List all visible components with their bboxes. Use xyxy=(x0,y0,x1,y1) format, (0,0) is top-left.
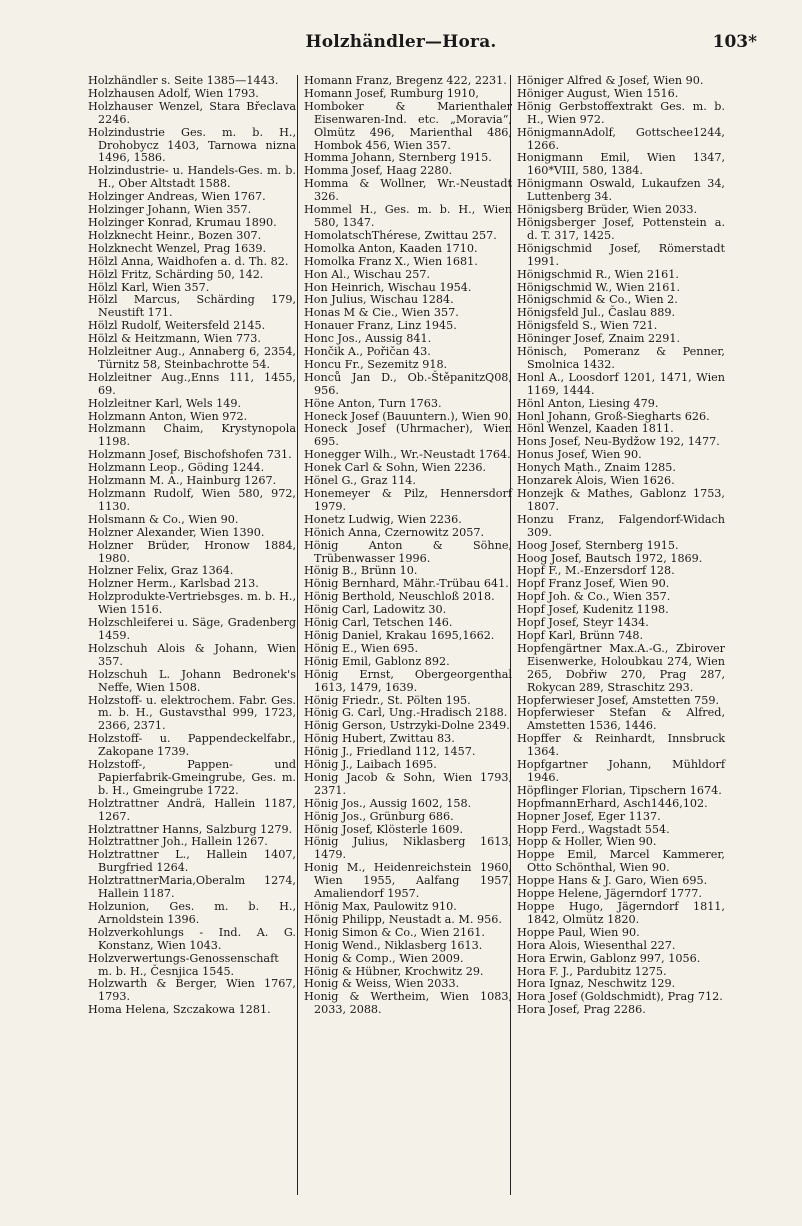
directory-entry: Holzhändler s. Seite 1385—1443. xyxy=(88,74,279,87)
directory-entry: Hönig Max, Paulowitz 910. xyxy=(304,900,457,913)
directory-entry: Honetz Ludwig, Wien 2236. xyxy=(304,512,462,526)
directory-entry: Hopf Josef, Kudenitz 1198. xyxy=(517,603,669,617)
directory-entry: Homann Josef, Rumburg 1910, xyxy=(304,86,479,100)
directory-entry: Hoog Josef, Bautsch 1972, 1869. xyxy=(517,551,703,565)
directory-entry: Hönig Gerbstoffextrakt Ges. m. b. H., Wien 972. xyxy=(517,99,725,126)
directory-entry: Holzner Brüder, Hronow 1884, 1980. xyxy=(88,538,296,565)
directory-entry: Holzleitner Karl, Wels 149. xyxy=(88,396,242,410)
directory-entry: Holzmann M. A., Hainburg 1267. xyxy=(88,474,277,488)
directory-entry: Honig M., Heidenreichstein 1960, Wien 1955, Aalfang 1957, Amaliendorf 1957. xyxy=(304,861,512,901)
directory-entry: Holzmann Leop., Göding 1244. xyxy=(88,461,265,475)
directory-entry: Homolka Anton, Kaaden 1710. xyxy=(304,241,478,255)
directory-entry: Holzinger Konrad, Krumau 1890. xyxy=(88,215,277,229)
directory-entry: Hönig Berthold, Neuschloß 2018. xyxy=(304,590,495,604)
directory-entry: Holzmann Rudolf, Wien 580, 972, 1130. xyxy=(88,487,296,513)
directory-entry: Hönig Anton & Söhne, Trübenwasser 1996. xyxy=(304,538,512,565)
directory-entry: Hönigsfeld S., Wien 721. xyxy=(517,319,658,333)
directory-entry: Hons Josef, Neu-Bydžow 192, 1477. xyxy=(517,435,720,449)
directory-entry: Hopferwieser Josef, Amstetten 759. xyxy=(517,693,720,707)
directory-entry: Holzner Alexander, Wien 1390. xyxy=(88,525,265,539)
directory-entry: Honas M & Cie., Wien 357. xyxy=(304,306,459,320)
directory-entry: Hönl Wenzel, Kaaden 1811. xyxy=(517,422,674,436)
column-1 xyxy=(88,75,296,1017)
directory-entry: Holzmann Anton, Wien 972. xyxy=(88,409,248,423)
directory-entry: Hora Alois, Wiesenthal 227. xyxy=(517,938,676,952)
directory-entry: Holzverwertungs-Genossenschaft m. b. H., Česnjica 1545. xyxy=(88,951,279,978)
directory-entry: Hora Erwin, Gablonz 997, 1056. xyxy=(517,951,701,965)
directory-entry: Hora Ignaz, Neschwitz 129. xyxy=(517,977,676,991)
directory-entry: Hönigsberger Josef, Pottenstein a. d. T. 317, 1425. xyxy=(517,215,725,242)
directory-entry: Holzhausen Adolf, Wien 1793. xyxy=(88,86,259,100)
directory-entry: Hönig Emil, Gablonz 892. xyxy=(304,654,450,668)
page-header xyxy=(0,32,802,60)
column-3 xyxy=(517,75,725,1017)
directory-entry: Honeck Josef (Bauuntern.), Wien 90. xyxy=(304,409,512,423)
directory-entry: Holzinger Andreas, Wien 1767. xyxy=(88,190,266,204)
directory-entry: Hönigsberg Brüder, Wien 2033. xyxy=(517,203,698,217)
directory-entry: Hommel H., Ges. m. b. H., Wien 580, 1347. xyxy=(304,203,512,229)
directory-entry: Hölzl Karl, Wien 357. xyxy=(88,280,210,294)
directory-entry: Honl Johann, Groß-Siegharts 626. xyxy=(517,409,710,423)
directory-entry: Honzejk & Mathes, Gablonz 1753, 1807. xyxy=(517,487,725,513)
directory-entry: HomolatschThérese, Zwittau 257. xyxy=(304,228,497,242)
directory-entry: Homa Helena, Szczakowa 1281. xyxy=(88,1003,271,1017)
directory-entry: Honl A., Loosdorf 1201, 1471, Wien 1169, 1444. xyxy=(517,370,725,397)
directory-entry: Homma Josef, Haag 2280. xyxy=(304,164,453,178)
directory-entry: Hönig J., Laibach 1695. xyxy=(304,758,437,772)
directory-entry: Hönig Philipp, Neustadt a. M. 956. xyxy=(304,912,502,926)
directory-entry: HopfmannErhard, Asch1446,102. xyxy=(517,796,708,810)
directory-entry: Holzschuh L. Johann Bedronek's Neffe, Wien 1508. xyxy=(88,667,296,694)
directory-entry: Honců Jan D., Ob.-ŠtěpanitzQ08, 956. xyxy=(304,370,512,397)
directory-entry: Holztrattner Andrä, Hallein 1187, 1267. xyxy=(88,796,296,823)
directory-entry: Hopner Josef, Eger 1137. xyxy=(517,809,661,823)
directory-entry: Holzschleiferei u. Säge, Gradenberg 1459. xyxy=(88,616,296,642)
directory-entry: Hora Josef, Prag 2286. xyxy=(517,1003,646,1017)
directory-entry: Holzmann Josef, Bischofshofen 731. xyxy=(88,448,292,462)
directory-entry: Hon Al., Wischau 257. xyxy=(304,267,431,281)
directory-entry: HönigmannAdolf, Gottschee1244, 1266. xyxy=(517,125,725,152)
directory-entry: Honegger Wilh., Wr.-Neustadt 1764. xyxy=(304,448,511,462)
directory-entry: Holzindustrie Ges. m. b. H., Drohobycz 1403, Tarnowa nizna 1496, 1586. xyxy=(88,125,296,165)
directory-entry: Holztrattner Joh., Hallein 1267. xyxy=(88,835,268,849)
directory-entry: Hönig Daniel, Krakau 1695,1662. xyxy=(304,628,495,642)
directory-entry: Hopf Joh. & Co., Wien 357. xyxy=(517,590,671,604)
directory-entry: Holzindustrie- u. Handels-Ges. m. b. H., Ober Altstadt 1588. xyxy=(88,164,296,191)
directory-entry: HolztrattnerMaria,Oberalm 1274, Hallein 1187. xyxy=(88,874,296,901)
directory-entry: Höniger August, Wien 1516. xyxy=(517,86,679,100)
directory-entry: Holzunion, Ges. m. b. H., Arnoldstein 1396. xyxy=(88,900,296,926)
directory-entry: Hönich Anna, Czernowitz 2057. xyxy=(304,525,485,539)
directory-entry: Homolka Franz X., Wien 1681. xyxy=(304,254,478,268)
directory-entry: Hönig Julius, Niklasberg 1613, 1479. xyxy=(304,835,512,862)
directory-entry: Hoppe Helene, Jägerndorf 1777. xyxy=(517,887,702,901)
directory-entry: Holzstoff- u. elektrochem. Fabr. Ges. m. b. H., Gustavsthal 999, 1723, 2366, 2371. xyxy=(88,693,296,733)
directory-entry: Holzwarth & Berger, Wien 1767, 1793. xyxy=(88,977,296,1004)
directory-entry: Honig Simon & Co., Wien 2161. xyxy=(304,925,485,939)
directory-entry: Hončik A., Pořičan 43. xyxy=(304,345,431,359)
directory-entry: Hönig Gerson, Ustrzyki-Dolne 2349. xyxy=(304,719,510,733)
directory-entry: Honzu Franz, Falgendorf-Widach 309. xyxy=(517,512,725,539)
directory-entry: Hönigsfeld Jul., Časlau 889. xyxy=(517,306,676,320)
directory-entry: Homma Johann, Sternberg 1915. xyxy=(304,151,492,165)
directory-entry: Hönig Carl, Ladowitz 30. xyxy=(304,603,447,617)
column-divider-1 xyxy=(297,75,298,1195)
directory-entry: Hönig B., Brünn 10. xyxy=(304,564,418,578)
directory-entry: Honus Josef, Wien 90. xyxy=(517,448,642,462)
directory-entry: Hönig E., Wien 695. xyxy=(304,641,418,655)
directory-entry: Holzknecht Wenzel, Prag 1639. xyxy=(88,241,266,255)
directory-entry: Hönig G. Carl, Ung.-Hradisch 2188. xyxy=(304,706,508,720)
directory-entry: Hönig Bernhard, Mähr.-Trübau 641. xyxy=(304,577,509,591)
directory-entry: Hönig Ernst, Obergeorgenthal 1613, 1479, 1639. xyxy=(304,667,512,694)
directory-entry: Hopf F., M.-Enzersdorf 128. xyxy=(517,564,675,578)
directory-entry: Holzstoff- u. Pappendeckelfabr., Zakopane 1739. xyxy=(88,732,296,759)
directory-entry: Hopfengärtner Max.A.-G., Zbirover Eisenwerke, Holoubkau 274, Wien 265, Dobřiw 270, Prag 287, Rokycan 289, Straschitz 293. xyxy=(517,641,725,694)
running-title: Holzhändler—Hora. xyxy=(305,32,497,52)
directory-entry: Hönigmann Oswald, Lukaufzen 34, Luttenberg 34. xyxy=(517,177,725,204)
directory-entry: Hoppe Emil, Marcel Kammerer, Otto Schönthal, Wien 90. xyxy=(517,848,725,875)
directory-entry: Hönig J., Friedland 112, 1457. xyxy=(304,745,476,759)
directory-entry: Holztrattner Hanns, Salzburg 1279. xyxy=(88,822,293,836)
directory-entry: Holzner Herm., Karlsbad 213. xyxy=(88,577,259,591)
directory-entry: Hopp Ferd., Wagstadt 554. xyxy=(517,822,670,836)
directory-entry: Holzstoff-, Pappen- und Papierfabrik-Gmeingrube, Ges. m. b. H., Gmeingrube 1722. xyxy=(88,758,296,797)
directory-entry: Höniger Alfred & Josef, Wien 90. xyxy=(517,74,704,87)
directory-entry: Honeck Josef (Uhrmacher), Wien 695. xyxy=(304,422,512,449)
directory-entry: Holzleitner Aug., Annaberg 6, 2354, Türnitz 58, Steinbachrotte 54. xyxy=(88,345,296,371)
directory-entry: Hölzl Marcus, Schärding 179, Neustift 171. xyxy=(88,293,296,320)
directory-entry: Hönigschmid & Co., Wien 2. xyxy=(517,293,678,307)
directory-entry: Hölzl & Heitzmann, Wien 773. xyxy=(88,332,261,346)
directory-entry: Holztrattner L., Hallein 1407, Burgfried 1264. xyxy=(88,848,296,875)
directory-entry: Holzleitner Aug.,Enns 111, 1455, 69. xyxy=(88,370,296,397)
directory-entry: Hönel G., Graz 114. xyxy=(304,474,416,488)
directory-entry: Hopf Josef, Steyr 1434. xyxy=(517,616,649,630)
directory-entry: Hon Heinrich, Wischau 1954. xyxy=(304,280,472,294)
page-number: 103* xyxy=(712,32,757,52)
directory-entry: Hopffer & Reinhardt, Innsbruck 1364. xyxy=(517,732,725,759)
directory-entry: Holzner Felix, Graz 1364. xyxy=(88,564,234,578)
directory-entry: Honig Wend., Niklasberg 1613. xyxy=(304,938,483,952)
directory-entry: Hopferwieser Stefan & Alfred, Amstetten 1536, 1446. xyxy=(517,706,725,733)
directory-entry: Hopfgartner Johann, Mühldorf 1946. xyxy=(517,758,725,784)
directory-entry: Homboker & Marienthaler Eisenwaren-Ind. etc. „Moravia“, Olmütz 496, Marienthal 486, Hombok 456, Wien 357. xyxy=(304,99,512,152)
column-2 xyxy=(304,75,512,1017)
directory-entry: Homann Franz, Bregenz 422, 2231. xyxy=(304,74,507,87)
directory-entry: Hopp & Holler, Wien 90. xyxy=(517,835,657,849)
directory-entry: Hönigschmid R., Wien 2161. xyxy=(517,267,679,281)
directory-entry: Hoog Josef, Sternberg 1915. xyxy=(517,538,679,552)
directory-entry: Hönisch, Pomeranz & Penner, Smolnica 1432. xyxy=(517,345,725,371)
directory-entry: Honek Carl & Sohn, Wien 2236. xyxy=(304,461,487,475)
directory-entry: Hopf Karl, Brünn 748. xyxy=(517,628,644,642)
directory-entry: Hölzl Anna, Waidhofen a. d. Th. 82. xyxy=(88,254,289,268)
directory-entry: Hoppe Hugo, Jägerndorf 1811, 1842, Olmütz 1820. xyxy=(517,900,725,926)
directory-entry: Holzhauser Wenzel, Stara Břeclava 2246. xyxy=(88,99,296,126)
directory-entry: Honc Jos., Aussig 841. xyxy=(304,332,432,346)
directory-entry: Hönig Carl, Tetschen 146. xyxy=(304,616,453,630)
directory-entry: Hopf Franz Josef, Wien 90. xyxy=(517,577,670,591)
directory-entry: Höpflinger Florian, Tipschern 1674. xyxy=(517,783,722,797)
directory-entry: Hönig Jos., Aussig 1602, 158. xyxy=(304,796,472,810)
directory-entry: Hoppe Hans & J. Garo, Wien 695. xyxy=(517,874,708,888)
directory-entry: Honauer Franz, Linz 1945. xyxy=(304,319,457,333)
directory-entry: Hönig Jos., Grünburg 686. xyxy=(304,809,454,823)
directory-entry: Hora F. J., Pardubitz 1275. xyxy=(517,964,667,978)
directory-entry: Honcu Fr., Sezemitz 918. xyxy=(304,357,448,371)
directory-entry: Holzschuh Alois & Johann, Wien 357. xyxy=(88,641,296,668)
directory-entry: Hönig Josef, Klösterle 1609. xyxy=(304,822,464,836)
directory-entry: Hoppe Paul, Wien 90. xyxy=(517,925,640,939)
directory-entry: Holsmann & Co., Wien 90. xyxy=(88,512,239,526)
directory-entry: Hönigschmid Josef, Römerstadt 1991. xyxy=(517,241,725,268)
directory-entry: Holzmann Chaim, Krystynopola 1198. xyxy=(88,422,296,449)
directory-entry: Hönl Anton, Liesing 479. xyxy=(517,396,659,410)
directory-entry: Hora Josef (Goldschmidt), Prag 712. xyxy=(517,990,723,1004)
directory-entry: Hönig & Hübner, Krochwitz 29. xyxy=(304,964,484,978)
directory-entry: Hon Julius, Wischau 1284. xyxy=(304,293,454,307)
directory-entry: Hönig Friedr., St. Pölten 195. xyxy=(304,693,471,707)
directory-entry: Höne Anton, Turn 1763. xyxy=(304,396,442,410)
directory-entry: Honig Jacob & Sohn, Wien 1793, 2371. xyxy=(304,770,512,797)
directory-entry: Honemeyer & Pilz, Hennersdorf 1979. xyxy=(304,487,512,513)
directory-entry: Hölzl Rudolf, Weitersfeld 2145. xyxy=(88,319,266,333)
directory-entry: Hönig Hubert, Zwittau 83. xyxy=(304,732,455,746)
directory-entry: Honzarek Alois, Wien 1626. xyxy=(517,474,675,488)
directory-entry: Honig & Comp., Wien 2009. xyxy=(304,951,464,965)
directory-entry: Hönigschmid W., Wien 2161. xyxy=(517,280,681,294)
directory-entry: Honych Mạth., Znaim 1285. xyxy=(517,461,676,475)
directory-entry: Höninger Josef, Znaim 2291. xyxy=(517,332,681,346)
directory-entry: Honig & Weiss, Wien 2033. xyxy=(304,977,460,991)
directory-entry: Honig & Wertheim, Wien 1083, 2033, 2088. xyxy=(304,990,512,1017)
directory-entry: Holzinger Johann, Wien 357. xyxy=(88,203,252,217)
directory-entry: Holzprodukte-Vertriebsges. m. b. H., Wien 1516. xyxy=(88,590,296,617)
directory-entry: Honigmann Emil, Wien 1347, 160*VIII, 580, 1384. xyxy=(517,151,725,178)
directory-entry: Holzknecht Heinr., Bozen 307. xyxy=(88,228,262,242)
directory-entry: Holzverkohlungs - Ind. A. G. Konstanz, Wien 1043. xyxy=(88,925,296,952)
directory-entry: Hölzl Fritz, Schärding 50, 142. xyxy=(88,267,264,281)
directory-entry: Homma & Wollner, Wr.-Neustadt 326. xyxy=(304,177,512,204)
